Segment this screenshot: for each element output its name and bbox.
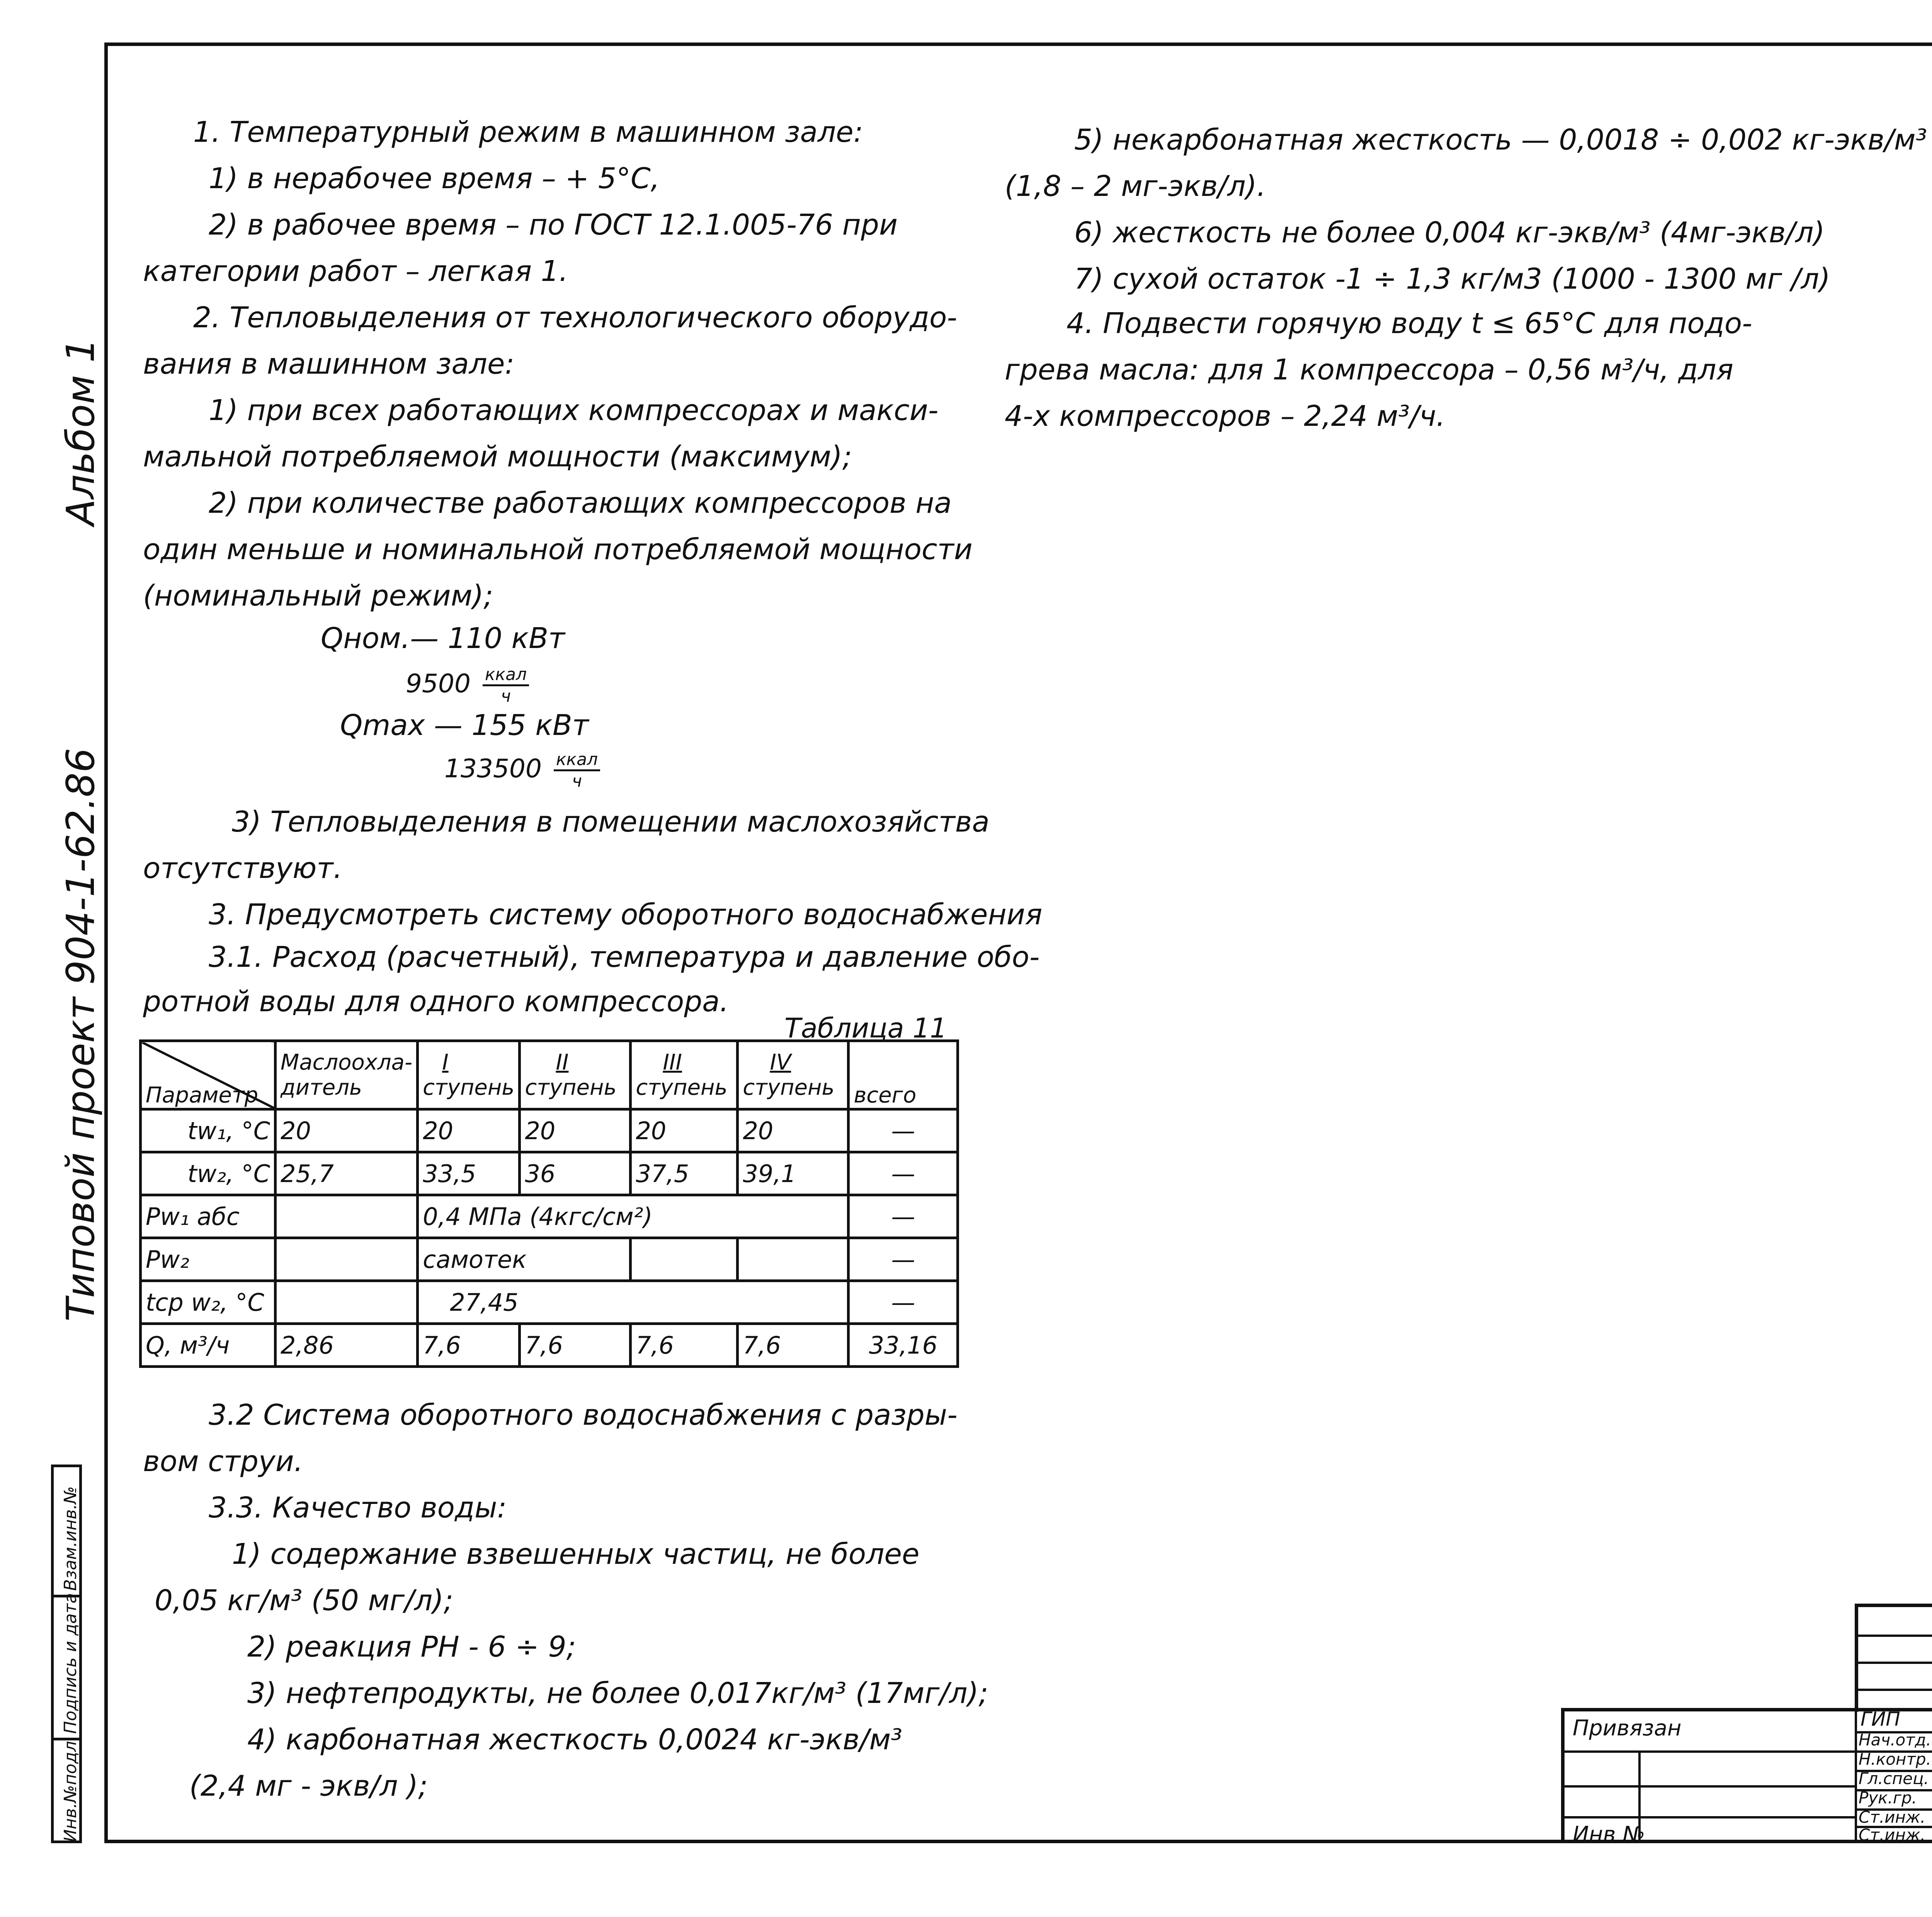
table-cell	[276, 1238, 418, 1281]
table-cell: tср w₂, °С	[141, 1281, 276, 1324]
text-line: 2. Тепловыделения от технологического оборудо-	[193, 301, 957, 334]
text-line: 4-х компрессоров – 2,24 м³/ч.	[1005, 400, 1446, 433]
stamp-signature-date: Подпись и дата	[61, 1593, 80, 1734]
role-label: Гл.спец.	[1859, 1769, 1929, 1788]
table-cell: 0,4 МПа (4кгс/см²)	[418, 1195, 849, 1238]
table-cell	[738, 1238, 849, 1281]
table-cell: 7,6	[738, 1324, 849, 1367]
table-cell: 25,7	[276, 1152, 418, 1195]
header-cell	[631, 1041, 738, 1109]
formula-num: ккал	[554, 750, 600, 771]
formula-value: 9500	[406, 668, 471, 699]
table-header-row	[141, 1041, 958, 1109]
formula-den: ч	[501, 686, 511, 706]
table-row	[141, 1324, 958, 1367]
privyazan-label: Привязан	[1573, 1716, 1682, 1741]
table-row	[141, 1238, 958, 1281]
table-row	[141, 1195, 958, 1238]
text-line: 2) в рабочее время – по ГОСТ 12.1.005-76 при	[209, 208, 898, 242]
table-cell: самотек	[418, 1238, 631, 1281]
table-cell: 27,45	[418, 1281, 849, 1324]
table-cell	[276, 1195, 418, 1238]
table-cell: 37,5	[631, 1152, 738, 1195]
text-line: 6) жесткость не более 0,004 кг-экв/м³ (4мг-экв/л)	[1074, 216, 1825, 249]
table-cell: 36	[520, 1152, 631, 1195]
table-cell: tw₁, °С	[141, 1109, 276, 1152]
role-label: Н.контр.	[1859, 1750, 1931, 1769]
text-line: 3.1. Расход (расчетный), температура и давление обо-	[209, 941, 1040, 974]
text-line: отсутствуют.	[143, 852, 343, 885]
header-cell	[418, 1041, 520, 1109]
table-11	[139, 1039, 959, 1368]
table-cell: —	[849, 1238, 958, 1281]
left-stamp	[51, 1465, 82, 1843]
text-line: 0,05 кг/м³ (50 мг/л);	[155, 1584, 454, 1617]
table-cell: 39,1	[738, 1152, 849, 1195]
text-line: категории работ – легкая 1.	[143, 255, 568, 288]
text-line: 4) карбонатная жесткость 0,0024 кг-экв/м³	[247, 1723, 902, 1756]
header-cell-top: II	[556, 1050, 569, 1075]
table-row	[141, 1152, 958, 1195]
text-line: 4. Подвести горячую воду t ≤ 65°С для подо-	[1066, 307, 1752, 340]
formula-num: ккал	[483, 665, 529, 686]
formula-den: ч	[572, 771, 582, 791]
header-cell-bottom: Параметр	[146, 1083, 259, 1108]
text-line: 1) в нерабочее время – + 5°С,	[209, 162, 660, 195]
text-line: 3) Тепловыделения в помещении маслохозяйства	[232, 805, 990, 839]
table-cell: tw₂, °С	[141, 1152, 276, 1195]
table-cell: 20	[520, 1109, 631, 1152]
text-line: (номинальный режим);	[143, 579, 493, 612]
role-label: ГИП	[1861, 1708, 1900, 1730]
header-cell-bottom: дитель	[281, 1075, 362, 1100]
table-cell: 20	[276, 1109, 418, 1152]
header-cell-bottom: ступень	[636, 1075, 728, 1100]
role-label: Рук.гр.	[1859, 1788, 1917, 1807]
table-cell: 20	[738, 1109, 849, 1152]
text-line: 3.3. Качество воды:	[209, 1491, 507, 1524]
text-line: вом струи.	[143, 1445, 303, 1478]
text-line: один меньше и номинальной потребляемой мощности	[143, 533, 973, 566]
text-line: 2) реакция РН - 6 ÷ 9;	[247, 1630, 576, 1664]
header-cell	[520, 1041, 631, 1109]
text-line: 3.2 Система оборотного водоснабжения с разры-	[209, 1398, 957, 1432]
table-cell: 7,6	[520, 1324, 631, 1367]
header-cell-bottom: ступень	[743, 1075, 835, 1100]
header-cell-bottom: ступень	[525, 1075, 617, 1100]
table-cell: Pw₂	[141, 1238, 276, 1281]
text-line: вания в машинном зале:	[143, 347, 515, 381]
inv-label: Инв №	[1573, 1822, 1645, 1847]
table-cell	[631, 1238, 738, 1281]
table-cell: 33,16	[849, 1324, 958, 1367]
table-row	[141, 1281, 958, 1324]
album-label: Альбом 1	[58, 338, 103, 526]
header-cell-top: IV	[770, 1050, 791, 1075]
header-cell-bottom: всего	[854, 1083, 917, 1108]
table-cell: 33,5	[418, 1152, 520, 1195]
text-line: (1,8 – 2 мг-экв/л).	[1005, 170, 1266, 203]
table-cell: —	[849, 1281, 958, 1324]
table-cell: 7,6	[631, 1324, 738, 1367]
text-line: 7) сухой остаток -1 ÷ 1,3 кг/м3 (1000 - 1300 мг /л)	[1074, 262, 1830, 296]
header-cell-top: III	[663, 1050, 682, 1075]
text-line: 1) содержание взвешенных частиц, не более	[232, 1538, 920, 1571]
formula-qmax: Qmax — 155 кВт	[340, 709, 589, 742]
table-cell: 20	[631, 1109, 738, 1152]
header-cell-top: I	[442, 1050, 449, 1075]
header-cell-top: Маслоохла-	[281, 1050, 413, 1075]
text-line: ротной воды для одного компрессора.	[143, 985, 729, 1018]
table-cell: —	[849, 1109, 958, 1152]
formula-qnom-kcal	[406, 665, 529, 706]
project-label: Типовой проект 904-1-62.86	[58, 748, 103, 1322]
role-label: Ст.инж.	[1859, 1808, 1926, 1827]
table-cell: 7,6	[418, 1324, 520, 1367]
text-line: (2,4 мг - экв/л );	[189, 1769, 428, 1803]
table-cell: —	[849, 1152, 958, 1195]
formula-qnom: Qном.— 110 кВт	[321, 622, 565, 655]
header-cell	[276, 1041, 418, 1109]
role-label: Ст.инж.	[1859, 1825, 1926, 1844]
table-cell: Q, м³/ч	[141, 1324, 276, 1367]
text-line: мальной потребляемой мощности (максимум);	[143, 440, 852, 473]
role-label: Нач.отд.	[1859, 1730, 1932, 1749]
text-line: грева масла: для 1 компрессора – 0,56 м³/ч, для	[1005, 353, 1734, 386]
text-line: 1. Температурный режим в машинном зале:	[193, 116, 863, 149]
table-cell	[276, 1281, 418, 1324]
formula-value: 133500	[444, 754, 542, 784]
formula-qmax-kcal	[444, 750, 600, 791]
header-cell	[141, 1041, 276, 1109]
stamp-inv-podl: Инв.№подл	[61, 1741, 80, 1842]
table-cell: 2,86	[276, 1324, 418, 1367]
stamp-vzam-inv: Взам.инв.№	[61, 1486, 80, 1591]
table-cell: 20	[418, 1109, 520, 1152]
table-cell: —	[849, 1195, 958, 1238]
text-line: 2) при количестве работающих компрессоров на	[209, 486, 952, 520]
text-line: 3. Предусмотреть систему оборотного водоснабжения	[209, 898, 1043, 931]
header-cell	[849, 1041, 958, 1109]
table-cell: Pw₁ абс	[141, 1195, 276, 1238]
header-cell-bottom: ступень	[423, 1075, 515, 1100]
text-line: 3) нефтепродукты, не более 0,017кг/м³ (17мг/л);	[247, 1677, 988, 1710]
text-line: 5) некарбонатная жесткость — 0,0018 ÷ 0,002 кг-экв/м³	[1074, 123, 1927, 156]
title-block-upper	[1855, 1604, 1932, 1712]
table-row	[141, 1109, 958, 1152]
text-line: 1) при всех работающих компрессорах и макси-	[209, 394, 939, 427]
table-caption: Таблица 11	[784, 1012, 947, 1044]
header-cell	[738, 1041, 849, 1109]
